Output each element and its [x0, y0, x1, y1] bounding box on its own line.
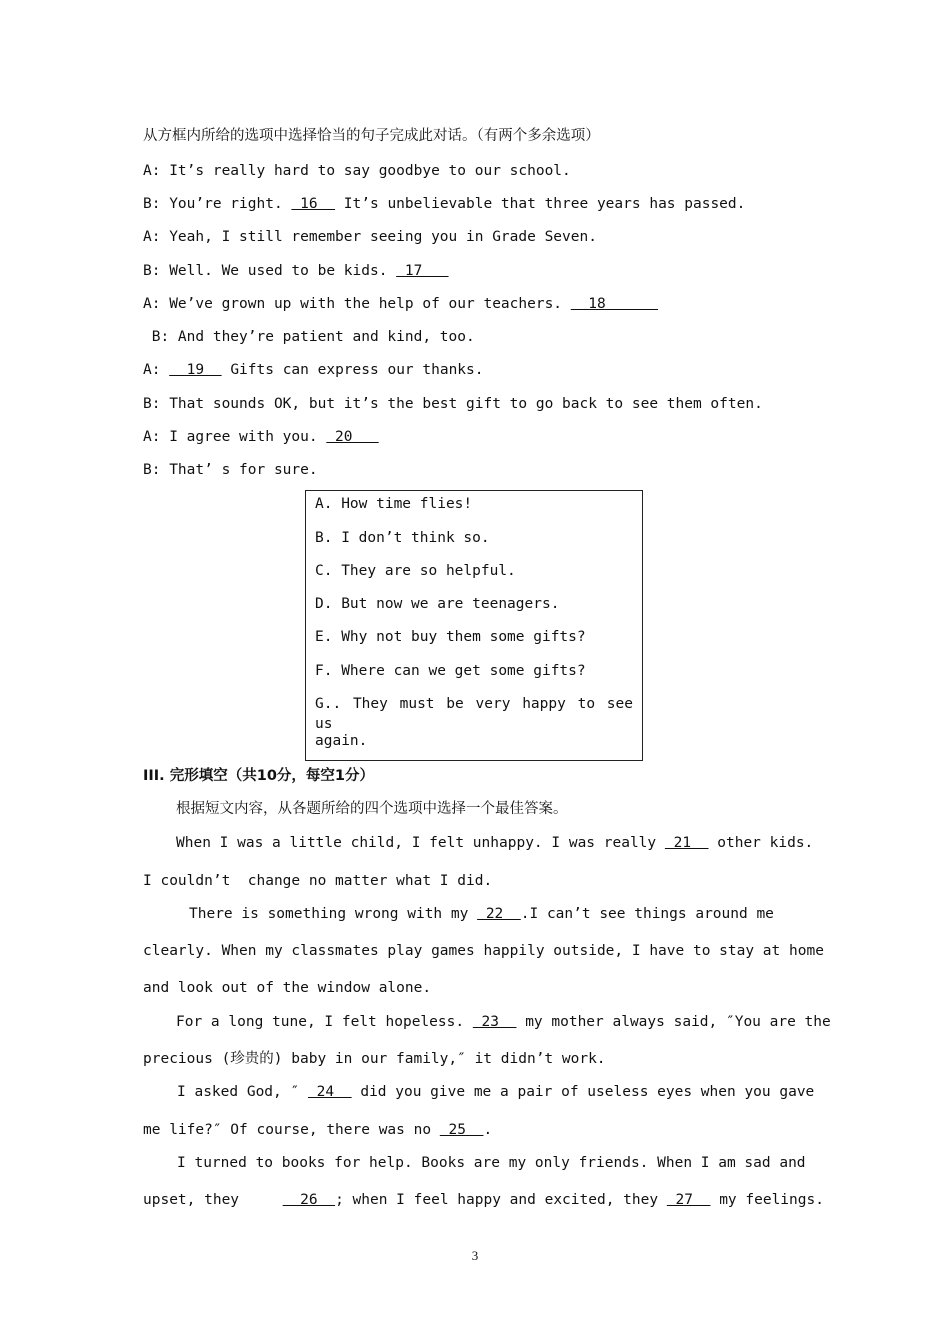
- blank-22[interactable]: 22: [477, 906, 521, 922]
- option-c: C. They are so helpful.: [315, 563, 516, 579]
- dialog-line-8: B: That sounds OK, but it’s the best gift to go back to see them often.: [143, 396, 763, 412]
- para2-line3: and look out of the window alone.: [143, 980, 432, 996]
- options-box: [305, 490, 643, 761]
- dialog-line-1: A: It’s really hard to say goodbye to our school.: [143, 163, 571, 179]
- blank-20[interactable]: 20: [326, 429, 379, 445]
- dialog-line-6: B: And they’re patient and kind, too.: [143, 329, 475, 345]
- dialog-line-9: A: I agree with you. 20: [143, 429, 379, 445]
- blank-26[interactable]: 26: [282, 1192, 336, 1208]
- blank-16[interactable]: 16: [291, 196, 336, 212]
- dialog-line-3: A: Yeah, I still remember seeing you in Grade Seven.: [143, 229, 597, 245]
- para1-line2: I couldn’t change no matter what I did.: [143, 873, 493, 889]
- dialog-line-7: A: 19 Gifts can express our thanks.: [143, 362, 484, 378]
- page-number: 3: [471, 1248, 479, 1263]
- option-g-cont: again.: [315, 733, 368, 749]
- option-g: G.. They must be very happy to see us: [315, 696, 633, 732]
- blank-18[interactable]: 18: [570, 296, 659, 312]
- blank-17[interactable]: 17: [396, 263, 449, 279]
- blank-19[interactable]: 19: [169, 362, 222, 378]
- para3-line2: precious (珍贵的) baby in our family,″ it didn’t work.: [143, 1051, 606, 1067]
- para3-line1: For a long tune, I felt hopeless. 23 my mother always said, ″You are the: [176, 1014, 831, 1030]
- section-heading: III. 完形填空（共10分，每空1分）: [143, 768, 375, 784]
- blank-23[interactable]: 23: [472, 1014, 517, 1030]
- dialog-line-5: A: We’ve grown up with the help of our teachers. 18: [143, 296, 659, 312]
- option-f: F. Where can we get some gifts?: [315, 663, 586, 679]
- para2-line2: clearly. When my classmates play games happily outside, I have to stay at home: [143, 943, 824, 959]
- blank-24[interactable]: 24: [307, 1084, 352, 1100]
- option-d: D. But now we are teenagers.: [315, 596, 560, 612]
- dialog-line-2: B: You’re right. 16 It’s unbelievable that three years has passed.: [143, 196, 746, 212]
- para5-line2: upset, they 26 ; when I feel happy and excited, they 27 my feelings.: [143, 1192, 824, 1208]
- para5-line1: I turned to books for help. Books are my only friends. When I am sad and: [177, 1155, 806, 1171]
- dialog-line-4: B: Well. We used to be kids. 17: [143, 263, 449, 279]
- blank-21[interactable]: 21: [664, 835, 709, 851]
- option-a: A. How time flies!: [315, 496, 473, 512]
- dialog-line-10: B: That’ s for sure.: [143, 462, 318, 478]
- para1-line1: When I was a little child, I felt unhappy. I was really 21 other kids.: [176, 835, 814, 851]
- para4-line2: me life?″ Of course, there was no 25 .: [143, 1122, 493, 1138]
- blank-25[interactable]: 25: [439, 1122, 484, 1138]
- cloze-instruction: 根据短文内容，从各题所给的四个选项中选择一个最佳答案。: [176, 801, 568, 817]
- dialog-instruction: 从方框内所给的选项中选择恰当的句子完成此对话。（有两个多余选项）: [143, 128, 600, 144]
- option-b: B. I don’t think so.: [315, 530, 490, 546]
- para4-line1: I asked God, ″ 24 did you give me a pair of useless eyes when you gave: [177, 1084, 815, 1100]
- option-e: E. Why not buy them some gifts?: [315, 629, 586, 645]
- blank-27[interactable]: 27: [666, 1192, 711, 1208]
- para2-line1: There is something wrong with my 22 .I can’t see things around me: [189, 906, 774, 922]
